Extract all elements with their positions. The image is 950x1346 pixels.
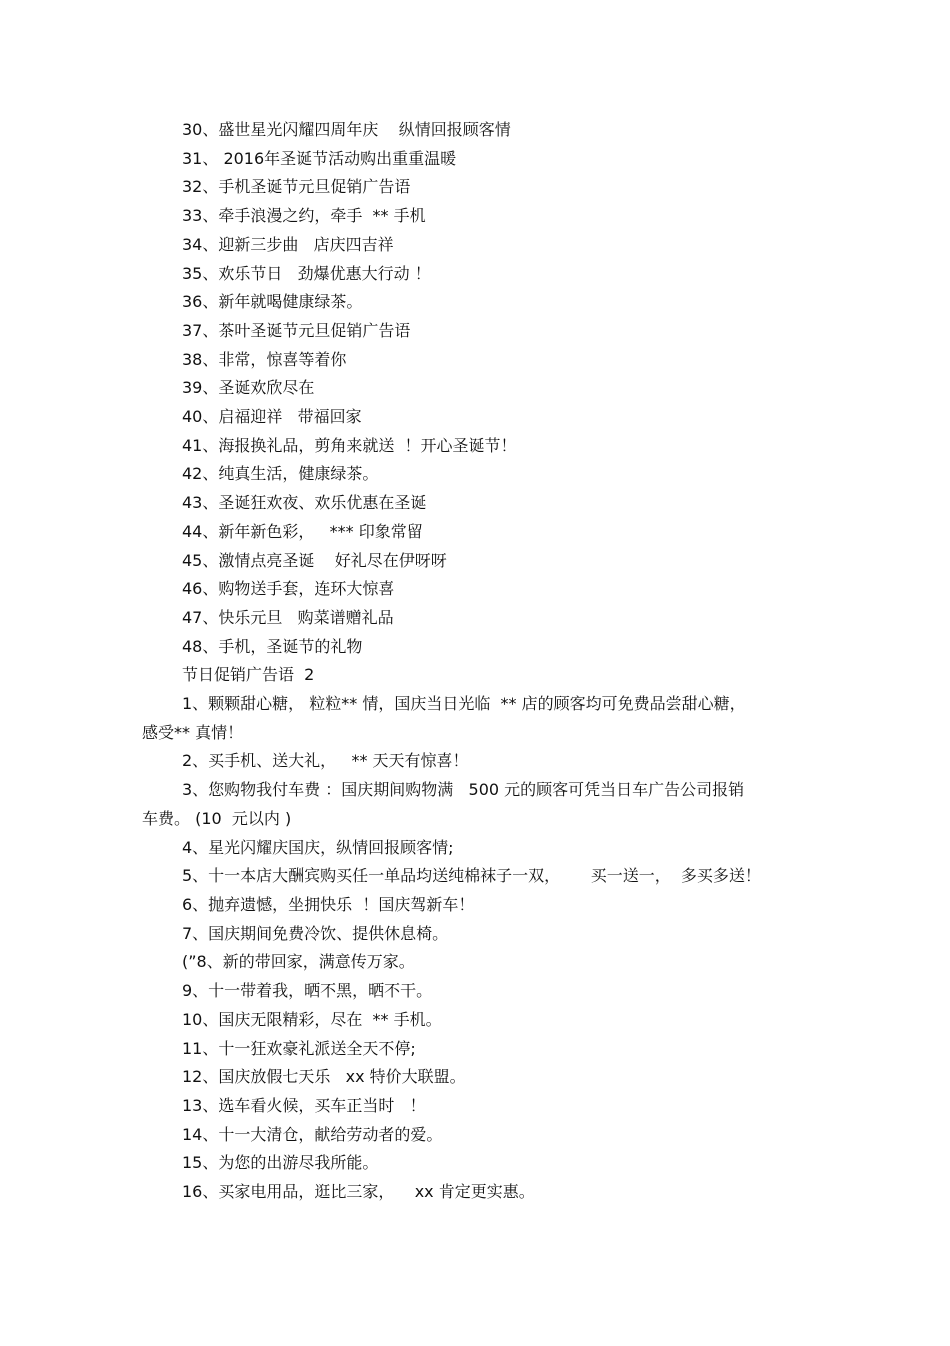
list-item: 48、手机，圣诞节的礼物 — [182, 636, 363, 656]
list-item: 40、启福迎祥 带福回家 — [182, 407, 362, 427]
list-item: 13、选车看火候，买车正当时 ！ — [182, 1095, 426, 1115]
list-item: 9、十一带着我，晒不黑，晒不干。 — [182, 981, 433, 1001]
list-item: 4、星光闪耀庆国庆，纵情回报顾客情; — [182, 837, 454, 857]
list-item: 16、买家电用品，逛比三家， xx 肯定更实惠。 — [182, 1182, 535, 1202]
list-item: 14、十一大清仓，献给劳动者的爱。 — [182, 1124, 443, 1144]
list-item: 37、茶叶圣诞节元旦促销广告语 — [182, 320, 411, 340]
list-item: 33、牵手浪漫之约，牵手 ** 手机 — [182, 206, 426, 226]
list-item: 45、激情点亮圣诞 好礼尽在伊呀呀 — [182, 550, 447, 570]
document-text — [142, 116, 822, 1207]
paragraph-first-line: 1、颗颗甜心糖， 粒粒** 情，国庆当日光临 ** 店的顾客均可免费品尝甜心糖， — [182, 694, 746, 714]
list-item: 42、纯真生活，健康绿茶。 — [182, 464, 379, 484]
list-item: 34、迎新三步曲 店庆四吉祥 — [182, 234, 394, 254]
list-item: 15、为您的出游尽我所能。 — [182, 1153, 379, 1173]
list-item: 41、海报换礼品，剪角来就送 ！开心圣诞节！ — [182, 435, 517, 455]
list-item: 6、抛弃遗憾，坐拥快乐 ！国庆驾新车！ — [182, 894, 475, 914]
list-item: 44、新年新色彩， *** 印象常留 — [182, 521, 423, 541]
list-item: (”8、新的带回家，满意传万家。 — [182, 952, 415, 972]
paragraph-continuation: 感受** 真情！ — [142, 722, 244, 742]
list-item: 11、十一狂欢豪礼派送全天不停; — [182, 1038, 416, 1058]
list-item: 43、圣诞狂欢夜、欢乐优惠在圣诞 — [182, 493, 427, 513]
list-item-wrapped — [142, 776, 822, 833]
list-item: 47、快乐元旦 购菜谱赠礼品 — [182, 607, 394, 627]
list-item: 38、非常，惊喜等着你 — [182, 349, 347, 369]
list-item: 12、国庆放假七天乐 xx 特价大联盟。 — [182, 1067, 466, 1087]
list-item: 46、购物送手套，连环大惊喜 — [182, 579, 395, 599]
list-item: 36、新年就喝健康绿茶。 — [182, 292, 363, 312]
list-item-wrapped — [142, 690, 822, 747]
list-item: 30、盛世星光闪耀四周年庆 纵情回报顾客情 — [182, 120, 511, 139]
list-item: 39、圣诞欢欣尽在 — [182, 378, 315, 398]
list-item: 32、手机圣诞节元旦促销广告语 — [182, 177, 411, 197]
list-item: 10、国庆无限精彩，尽在 ** 手机。 — [182, 1009, 442, 1029]
list-item: 31、 2016年圣诞节活动购出重重温暖 — [182, 148, 457, 168]
list-item: 35、欢乐节日 劲爆优惠大行动 ！ — [182, 263, 431, 283]
list-item: 2、买手机、送大礼， ** 天天有惊喜！ — [182, 751, 469, 771]
list-item: 5、十一本店大酬宾购买任一单品均送纯棉袜子一双， 买一送一， 多买多送！ — [182, 866, 761, 886]
list-item: 7、国庆期间免费冷饮、提供休息椅。 — [182, 923, 449, 943]
paragraph-continuation: 车费。 (10 元以内 ) — [142, 808, 292, 828]
paragraph-first-line: 3、您购物我付车费 ：国庆期间购物满 500 元的顾客可凭当日车广告公司报销 — [182, 780, 745, 800]
section-heading: 节日促销广告语 2 — [182, 665, 315, 685]
